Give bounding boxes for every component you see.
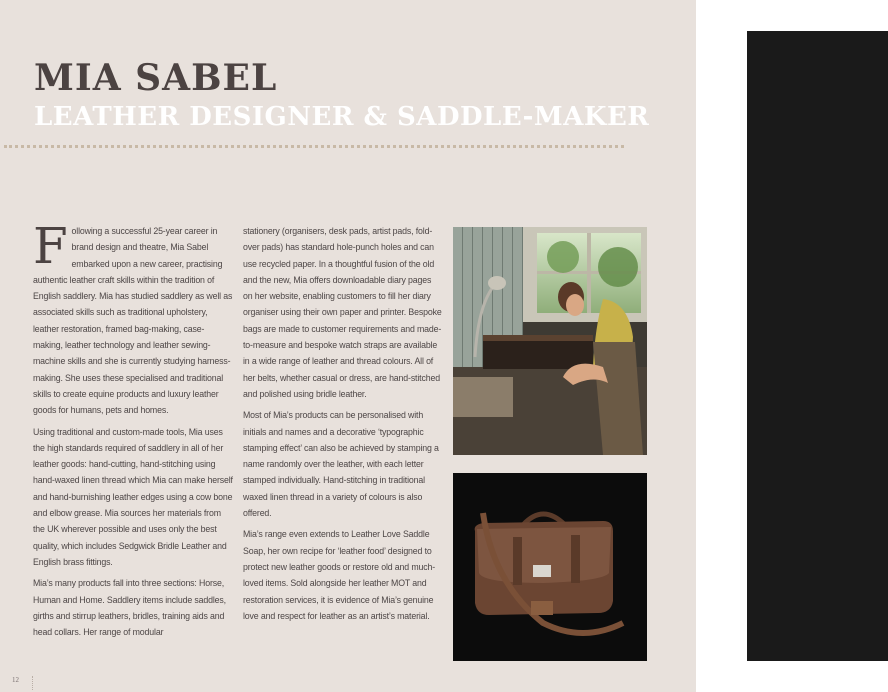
- paragraph: Most of Mia’s products can be personalised with initials and names and a decorative ‘typographic stamping effect’ can also be achieved by stamping a name randomly over the leather, with each letter stamped individually. Hand-stitching in traditional waxed linen thread in a variety of colours is also offered.: [243, 410, 439, 519]
- page-subtitle: LEATHER DESIGNER & SADDLE-MAKER: [34, 102, 650, 132]
- workshop-photo: [453, 227, 647, 455]
- paragraph-text: ollowing a successful 25-year career in brand design and theatre, Mia Sabel embarked upon a new career, practising authentic leather craft skills within the tradition of English saddlery. Mia has studied saddlery as well as associated skills such as traditional upholstery, leather restoration, framed bag-making, case-making, leather technology and leather sewing-machine skills and she is currently studying harness-making. She uses these specialised and traditional skills to create equine products and luxury leather goods for humans, pets and homes.: [33, 226, 233, 416]
- paragraph: stationery (organisers, desk pads, artist pads, fold-over pads) has standard hole-punch holes and can use recycled paper. In a thoughtful fusion of the old and the new, Mia offers downloadable diary pages on her website, enabling customers to fill her diary organiser using their own paper and printer. Bespoke bags are made to customer requirements and made-to-measure and bespoke watch straps are available in a wide range of leather and thread colours. All of her belts, whether casual or dress, are hand-stitched and polished using bridle leather.: [243, 226, 442, 399]
- page-number: 12: [12, 676, 19, 684]
- dotted-divider: [4, 145, 624, 148]
- drop-cap: F: [33, 217, 68, 275]
- satchel-photo: [453, 473, 647, 661]
- paragraph: Mia’s range even extends to Leather Love Saddle Soap, her own recipe for ‘leather food’ designed to protect new leather goods or restore old and much-loved items. Sold alongside her leather MOT and restoration services, it is evidence of Mia’s genuine love and respect for leather as an artist’s material.: [243, 529, 436, 621]
- paragraph: Using traditional and custom-made tools, Mia uses the high standards required of saddlery in all of her leather goods: hand-cutting, hand-stitching using hand-waxed linen thread which Mia can make herself and hand-burnishing leather edges using a cow bone and elbow grease. Mia sources her materials from the UK wherever possible and uses only the best quality, which includes Sedgwick Bridle Leather and English brass fittings.: [33, 426, 233, 567]
- text-column-2: [243, 223, 443, 629]
- workshop-photo-illustration: [453, 227, 647, 455]
- paragraph: Mia’s many products fall into three sections: Horse, Human and Home. Saddlery items include saddles, girths and stirrup leathers, bridles, training aids and head collars. Her range of modular: [33, 578, 226, 638]
- satchel-photo-illustration: [453, 473, 647, 661]
- text-column-1: [33, 217, 233, 645]
- facing-page-image: [747, 31, 888, 661]
- page-title: MIA SABEL: [34, 57, 278, 99]
- paragraph: [33, 217, 233, 419]
- page-marker-line: [32, 676, 33, 690]
